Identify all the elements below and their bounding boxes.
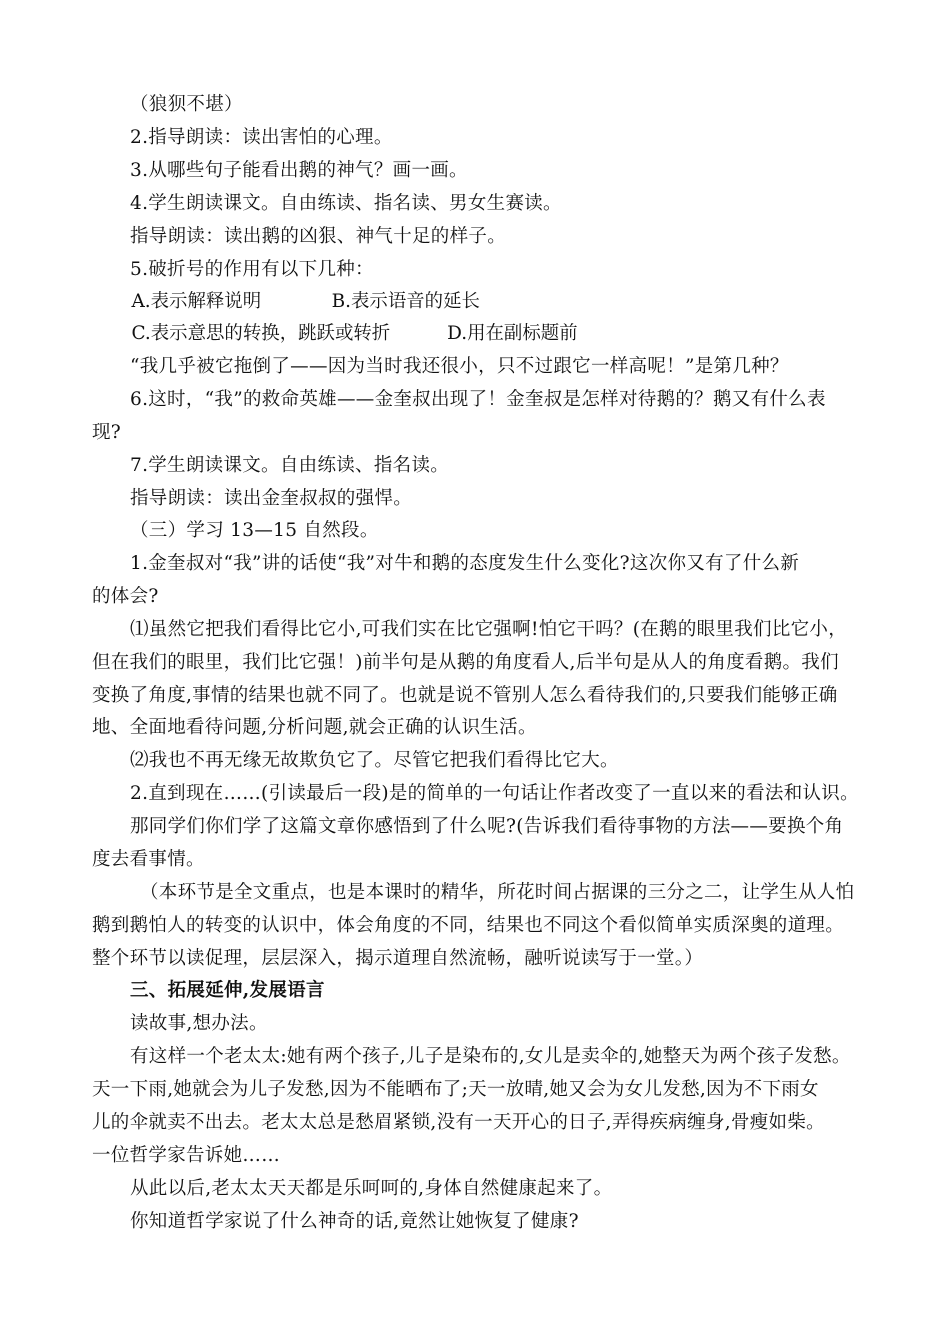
text-line: 7.学生朗读课文。自由练读、指名读。 xyxy=(130,455,450,476)
text-line: 度去看事情。 xyxy=(92,849,205,870)
option-d: D.用在副标题前 xyxy=(447,323,578,344)
text-line: 一位哲学家告诉她…… xyxy=(92,1145,281,1166)
text-line: 4.学生朗读课文。自由练读、指名读、男女生赛读。 xyxy=(130,193,562,214)
text-line: 你知道哲学家说了什么神奇的话,竟然让她恢复了健康? xyxy=(130,1211,579,1232)
text-line: 但在我们的眼里，我们比它强！)前半句是从鹅的角度看人,后半句是从人的角度看鹅。我们 xyxy=(92,652,839,673)
text-line: 现? xyxy=(92,422,122,443)
text-line: 2.指导朗读：读出害怕的心理。 xyxy=(130,127,393,148)
text-line: （狼狈不堪） xyxy=(130,94,243,115)
text-line: 的体会? xyxy=(92,586,159,607)
text-line: 2.直到现在……(引读最后一段)是的简单的一句话让作者改变了一直以来的看法和认识。 xyxy=(130,783,859,804)
text-line: 6.这时，“我”的救命英雄——金奎叔出现了！金奎叔是怎样对待鹅的？鹅又有什么表 xyxy=(130,389,826,410)
text-line: （本环节是全文重点，也是本课时的精华，所花时间占据课的三分之二，让学生从人怕 xyxy=(140,882,855,903)
text-line: 读故事,想办法。 xyxy=(130,1013,268,1034)
text-line: 地、全面地看待问题,分析问题,就会正确的认识生活。 xyxy=(92,717,537,738)
text-line: 鹅到鹅怕人的转变的认识中，体会角度的不同，结果也不同这个看似简单实质深奥的道理。 xyxy=(92,915,845,936)
text-line: （三）学习 13—15 自然段。 xyxy=(130,520,379,541)
text-line: 指导朗读：读出鹅的凶狠、神气十足的样子。 xyxy=(130,226,507,247)
text-line: 天一下雨,她就会为儿子发愁,因为不能晒布了;天一放晴,她又会为女儿发愁,因为不下雨女 xyxy=(92,1079,819,1100)
text-line: 整个环节以读促理，层层深入，揭示道理自然流畅，融听说读写于一堂。） xyxy=(92,948,704,969)
text-line: 5.破折号的作用有以下几种： xyxy=(130,259,374,280)
section-heading: 三、拓展延伸,发展语言 xyxy=(130,980,325,1001)
option-c: C.表示意思的转换，跳跃或转折 xyxy=(131,323,391,344)
text-line: 儿的伞就卖不出去。老太太总是愁眉紧锁,没有一天开心的日子,弄得疾病缠身,骨瘦如柴。 xyxy=(92,1112,825,1133)
text-line: 那同学们你们学了这篇文章你感悟到了什么呢?(告诉我们看待事物的方法——要换个角 xyxy=(130,816,844,837)
text-line: ⑴虽然它把我们看得比它小,可我们实在比它强啊!怕它干吗？(在鹅的眼里我们比它小， xyxy=(130,619,848,640)
option-a: A.表示解释说明 xyxy=(131,291,262,312)
text-line: 1.金奎叔对“我”讲的话使“我”对牛和鹅的态度发生什么变化?这次你又有了什么新 xyxy=(130,553,800,574)
text-line: 3.从哪些句子能看出鹅的神气？画一画。 xyxy=(130,160,468,181)
text-line: ⑵我也不再无缘无故欺负它了。尽管它把我们看得比它大。 xyxy=(130,750,619,771)
text-line: 变换了角度,事情的结果也就不同了。也就是说不管别人怎么看待我们的,只要我们能够正确 xyxy=(92,685,838,706)
text-line: “我几乎被它拖倒了——因为当时我还很小，只不过跟它一样高呢！”是第几种？ xyxy=(130,356,789,377)
text-line: 有这样一个老太太:她有两个孩子,儿子是染布的,女儿是卖伞的,她整天为两个孩子发愁。 xyxy=(130,1046,851,1067)
text-line: 从此以后,老太太天天都是乐呵呵的,身体自然健康起来了。 xyxy=(130,1178,613,1199)
option-b: B.表示语音的延长 xyxy=(331,291,480,312)
text-line: 指导朗读：读出金奎叔叔的强悍。 xyxy=(130,488,413,509)
option-row xyxy=(0,317,946,351)
option-row xyxy=(0,285,946,319)
